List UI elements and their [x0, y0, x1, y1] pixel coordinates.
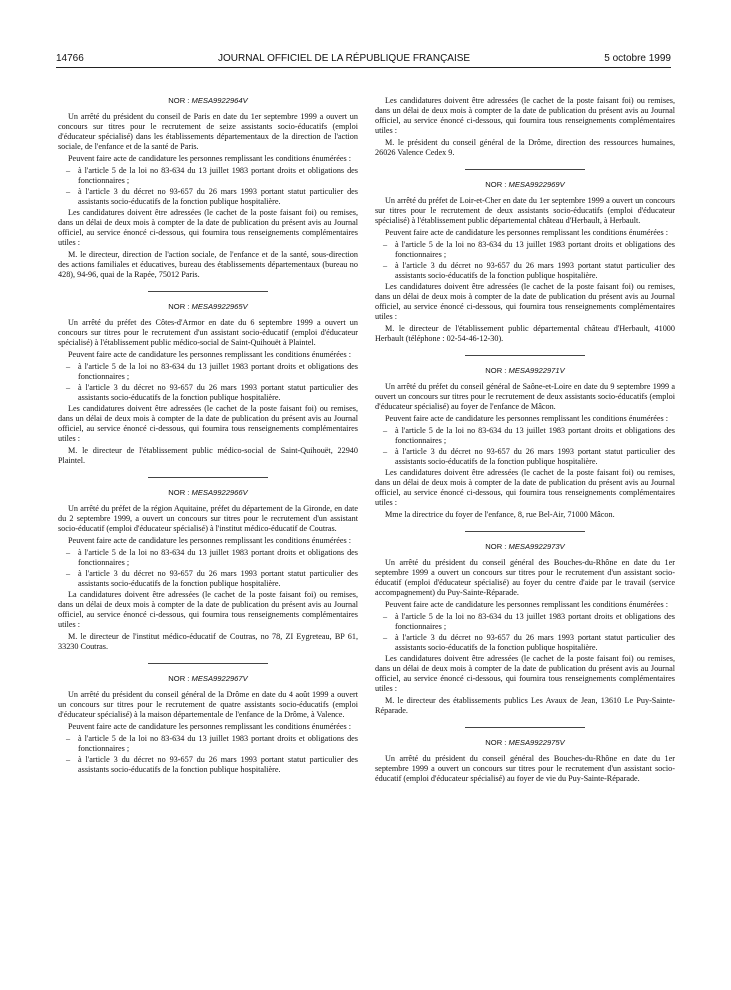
notice-intro: Un arrêté du préfet du conseil général de Saône-et-Loire en date du 9 septembre 1999 a ouvert un concours sur titres pour le recrutement de deux assistants socio-éducatifs (emploi d'éducateur spécialisé) au foyer de l'enfance de Mâcon.: [375, 382, 675, 411]
notice-conditions: Peuvent faire acte de candidature les personnes remplissant les conditions énumérées :: [385, 414, 669, 423]
condition-item: [375, 447, 675, 467]
condition-item: [375, 240, 675, 260]
notice-intro: Un arrêté du président du conseil général des Bouches-du-Rhône en date du 1er septembre 1999 a ouvert un concours sur titres pour le recrutement d'un assistant socio-éducatif (emploi d'éducateur spécialisé) au foyer de vie du Puy-Sainte-Réparade.: [375, 754, 675, 783]
notice-intro: Un arrêté du président du conseil général des Bouches-du-Rhône en date du 1er septembre 1999 a ouvert un concours sur titres pour le recrutement d'un assistant socio-éducatif (emploi d'éducateur spécialisé) au foyer du centre d'aide par le travail (service accompagnement) du Puy-Sainte-Réparade.: [375, 558, 675, 597]
nor-reference: [375, 738, 675, 748]
notice: [58, 477, 358, 652]
notice-address: M. le directeur de l'établissement public départemental château d'Herbault, 41000 Herbault (téléphone : 02-54-46-12-30).: [375, 324, 675, 343]
notice-continuation: [375, 96, 675, 158]
nor-reference: [58, 96, 358, 106]
notice-conditions: Peuvent faire acte de candidature les personnes remplissant les conditions énumérées :: [68, 722, 352, 731]
notice-candidatures: Les candidatures doivent être adressées (le cachet de la poste faisant foi) ou remises, dans un délai de deux mois à compter de la date de publication du présent avis au Journal officiel, au service énoncé ci-dessous, qui fournira tous renseignements complémentaires utiles :: [375, 96, 675, 135]
nor-prefix: NOR :: [485, 366, 507, 375]
notice-separator: [148, 477, 268, 478]
nor-code: MESA9922973V: [508, 542, 565, 551]
list-dash: –: [383, 240, 388, 249]
notice: [58, 96, 358, 280]
notice-intro: Un arrêté du préfet des Côtes-d'Armor en date du 6 septembre 1999 a ouvert un concours sur titres pour le recrutement d'un assistant socio-éducatif (emploi d'éducateur spécialisé) à l'établissement public médico-social de Saint-Quihouët à Plaintel.: [58, 318, 358, 347]
notice-candidatures: Les candidatures doivent être adressées (le cachet de la poste faisant foi) ou remises, dans un délai de deux mois à compter de la date de publication du présent avis au Journal officiel, au service énoncé ci-dessous, qui fournira tous renseignements complémentaires utiles :: [375, 468, 675, 507]
notice-intro: Un arrêté du président du conseil de Paris en date du 1er septembre 1999 a ouvert un concours sur titres pour le recrutement de seize assistants socio-éducatifs (emploi d'éducateur spécialisé) dans les établissements départementaux de la direction de l'action sociale, de l'enfance et de la santé de Paris.: [58, 112, 358, 151]
header-rule: [56, 67, 671, 68]
notice: [58, 663, 358, 775]
notice: [375, 169, 675, 344]
notice-intro: Un arrêté du préfet de Loir-et-Cher en date du 1er septembre 1999 a ouvert un concours sur titres pour le recrutement de deux assistants socio-éducatifs (emploi d'éducateur spécialisé) à l'établissement public départemental château d'Herbault, à Herbault.: [375, 196, 675, 225]
page-header: [56, 50, 671, 66]
nor-code: MESA9922966V: [191, 488, 248, 497]
condition-item: [58, 166, 358, 186]
right-column: [375, 96, 675, 786]
notice-intro: Un arrêté du président du conseil général de la Drôme en date du 4 août 1999 a ouvert un concours sur titres pour le recrutement de quatre assistants socio-éducatifs (emploi d'éducateur spécialisé) à la maison départementale de l'enfance de la Drôme, à Valence.: [58, 690, 358, 719]
notice-conditions: Peuvent faire acte de candidature les personnes remplissant les conditions énumérées :: [68, 350, 352, 359]
nor-prefix: NOR :: [168, 488, 190, 497]
condition-text: à l'article 5 de la loi no 83-634 du 13 juillet 1983 portant droits et obligations des fonctionnaires ;: [78, 166, 358, 185]
notice-address: M. le directeur de l'établissement public médico-social de Saint-Quihouët, 22940 Plaintel.: [58, 446, 358, 465]
notice-address: M. le directeur, direction de l'action sociale, de l'enfance et de la santé, sous-direction des actions familiales et éducatives, bureau des établissements départementaux (bureau no 428), 94-96, quai de la Rapée, 75012 Paris.: [58, 250, 358, 279]
list-dash: –: [383, 426, 388, 435]
condition-text: à l'article 5 de la loi no 83-634 du 13 juillet 1983 portant droits et obligations des fonctionnaires ;: [395, 612, 675, 631]
nor-code: MESA9922971V: [508, 366, 565, 375]
condition-text: à l'article 3 du décret no 93-657 du 26 mars 1993 portant statut particulier des assistants socio-éducatifs de la fonction publique hospitalière.: [395, 261, 675, 280]
notice: [375, 531, 675, 716]
notice-separator: [148, 663, 268, 664]
condition-text: à l'article 3 du décret no 93-657 du 26 mars 1993 portant statut particulier des assistants socio-éducatifs de la fonction publique hospitalière.: [78, 187, 358, 206]
notice-address: Mme la directrice du foyer de l'enfance, 8, rue Bel-Air, 71000 Mâcon.: [385, 510, 615, 519]
nor-reference: [58, 302, 358, 312]
nor-prefix: NOR :: [168, 96, 190, 105]
notice-separator: [148, 291, 268, 292]
nor-prefix: NOR :: [168, 302, 190, 311]
notice-conditions: Peuvent faire acte de candidature les personnes remplissant les conditions énumérées :: [68, 154, 352, 163]
nor-prefix: NOR :: [485, 180, 507, 189]
list-dash: –: [66, 187, 71, 196]
list-dash: –: [66, 569, 71, 578]
condition-item: [58, 187, 358, 207]
nor-prefix: NOR :: [485, 542, 507, 551]
list-dash: –: [66, 734, 71, 743]
condition-item: [375, 261, 675, 281]
nor-code: MESA9922969V: [508, 180, 565, 189]
notice-separator: [465, 727, 585, 728]
notice-address: M. le président du conseil général de la Drôme, direction des ressources humaines, 26026 Valence Cedex 9.: [375, 138, 675, 157]
nor-prefix: NOR :: [168, 674, 190, 683]
list-dash: –: [66, 362, 71, 371]
notice-conditions: Peuvent faire acte de candidature les personnes remplissant les conditions énumérées :: [68, 536, 352, 545]
nor-code: MESA9922965V: [191, 302, 248, 311]
page-number: 14766: [56, 52, 84, 64]
condition-text: à l'article 5 de la loi no 83-634 du 13 juillet 1983 portant droits et obligations des fonctionnaires ;: [78, 734, 358, 753]
condition-item: [375, 633, 675, 653]
notice: [375, 727, 675, 784]
nor-reference: [375, 542, 675, 552]
condition-item: [375, 612, 675, 632]
condition-text: à l'article 3 du décret no 93-657 du 26 mars 1993 portant statut particulier des assistants socio-éducatifs de la fonction publique hospitalière.: [395, 447, 675, 466]
list-dash: –: [383, 261, 388, 270]
list-dash: –: [66, 166, 71, 175]
condition-item: [58, 755, 358, 775]
nor-reference: [375, 366, 675, 376]
condition-item: [375, 426, 675, 446]
notice-candidatures: Les candidatures doivent être adressées (le cachet de la poste faisant foi) ou remises, dans un délai de deux mois à compter de la date de publication du présent avis au Journal officiel, au service énoncé ci-dessous, qui fournira tous renseignements complémentaires utiles :: [375, 654, 675, 693]
notice-intro: Un arrêté du préfet de la région Aquitaine, préfet du département de la Gironde, en date du 2 septembre 1999, a ouvert un concours sur titres pour le recrutement d'un assistant socio-éducatif (emploi d'éducateur spécialisé) à l'institut médico-éducatif de Coutras.: [58, 504, 358, 533]
notice-separator: [465, 355, 585, 356]
notice-address: M. le directeur de l'institut médico-éducatif de Coutras, no 78, ZI Eygreteau, BP 61, 33230 Coutras.: [58, 632, 358, 651]
condition-item: [58, 383, 358, 403]
notice-conditions: Peuvent faire acte de candidature les personnes remplissant les conditions énumérées :: [385, 228, 669, 237]
notice-candidatures: Les candidatures doivent être adressées (le cachet de la poste faisant foi) ou remises, dans un délai de deux mois à compter de la date de publication du présent avis au Journal officiel, au service énoncé ci-dessous, qui fournira tous renseignements complémentaires utiles :: [375, 282, 675, 321]
condition-item: [58, 548, 358, 568]
notice: [58, 291, 358, 466]
nor-code: MESA9922975V: [508, 738, 565, 747]
left-column: [58, 96, 358, 776]
journal-title: JOURNAL OFFICIEL DE LA RÉPUBLIQUE FRANÇAISE: [217, 52, 471, 64]
condition-text: à l'article 5 de la loi no 83-634 du 13 juillet 1983 portant droits et obligations des fonctionnaires ;: [78, 362, 358, 381]
list-dash: –: [383, 612, 388, 621]
nor-reference: [58, 674, 358, 684]
nor-code: MESA9922967V: [191, 674, 248, 683]
list-dash: –: [66, 383, 71, 392]
list-dash: –: [66, 548, 71, 557]
notice: [375, 355, 675, 520]
notice-candidatures: Les candidatures doivent être adressées (le cachet de la poste faisant foi) ou remises, dans un délai de deux mois à compter de la date de publication du présent avis au Journal officiel, au service énoncé ci-dessous, qui fournira tous renseignements complémentaires utiles :: [58, 208, 358, 247]
issue-date: 5 octobre 1999: [604, 52, 671, 64]
condition-text: à l'article 3 du décret no 93-657 du 26 mars 1993 portant statut particulier des assistants socio-éducatifs de la fonction publique hospitalière.: [78, 755, 358, 774]
notice-separator: [465, 531, 585, 532]
condition-item: [58, 734, 358, 754]
nor-code: MESA9922964V: [191, 96, 248, 105]
list-dash: –: [383, 447, 388, 456]
notice-address: M. le directeur des établissements publics Les Avaux de Jean, 13610 Le Puy-Sainte-Réparade.: [375, 696, 675, 715]
nor-prefix: NOR :: [485, 738, 507, 747]
list-dash: –: [383, 633, 388, 642]
list-dash: –: [66, 755, 71, 764]
nor-reference: [375, 180, 675, 190]
notice-candidatures: La candidatures doivent être adressées (le cachet de la poste faisant foi) ou remises, dans un délai de deux mois à compter de la date de publication du présent avis au Journal officiel, au service énoncé ci-dessous, qui fournira tous renseignements complémentaires utiles :: [58, 590, 358, 629]
condition-text: à l'article 3 du décret no 93-657 du 26 mars 1993 portant statut particulier des assistants socio-éducatifs de la fonction publique hospitalière.: [78, 569, 358, 588]
condition-text: à l'article 5 de la loi no 83-634 du 13 juillet 1983 portant droits et obligations des fonctionnaires ;: [78, 548, 358, 567]
condition-text: à l'article 5 de la loi no 83-634 du 13 juillet 1983 portant droits et obligations des fonctionnaires ;: [395, 240, 675, 259]
notice-separator: [465, 169, 585, 170]
nor-reference: [58, 488, 358, 498]
condition-text: à l'article 5 de la loi no 83-634 du 13 juillet 1983 portant droits et obligations des fonctionnaires ;: [395, 426, 675, 445]
condition-text: à l'article 3 du décret no 93-657 du 26 mars 1993 portant statut particulier des assistants socio-éducatifs de la fonction publique hospitalière.: [78, 383, 358, 402]
condition-item: [58, 569, 358, 589]
condition-item: [58, 362, 358, 382]
notice-conditions: Peuvent faire acte de candidature les personnes remplissant les conditions énumérées :: [385, 600, 669, 609]
condition-text: à l'article 3 du décret no 93-657 du 26 mars 1993 portant statut particulier des assistants socio-éducatifs de la fonction publique hospitalière.: [395, 633, 675, 652]
notice-candidatures: Les candidatures doivent être adressées (le cachet de la poste faisant foi) ou remises, dans un délai de deux mois à compter de la date de publication du présent avis au Journal officiel, au service énoncé ci-dessous, qui fournira tous renseignements complémentaires utiles :: [58, 404, 358, 443]
